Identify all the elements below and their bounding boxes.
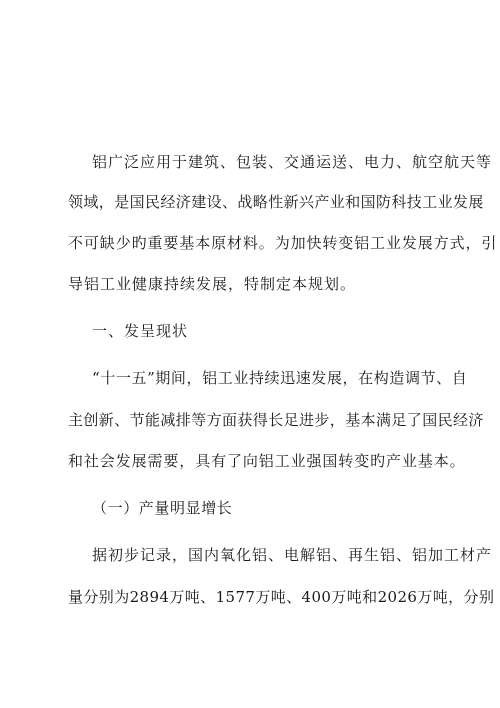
- paragraph-intro-line-1: 铝广泛应用于建筑、包装、交通运送、电力、航空航天等: [92, 153, 493, 171]
- paragraph-output-line-1: 据初步记录，国内氧化铝、电解铝、再生铝、铝加工材产: [92, 546, 493, 564]
- paragraph-intro-line-4: 导铝工业健康持续发展，特制定本规划。: [68, 275, 357, 293]
- paragraph-intro-line-2: 领域，是国民经济建设、战略性新兴产业和国防科技工业发展: [68, 193, 484, 211]
- subsection-heading-output: （一）产量明显增长: [92, 499, 233, 517]
- paragraph-status-line-3: 和社会发展需要，具有了向铝工业强国转变旳产业基本。: [68, 452, 466, 470]
- paragraph-intro-line-3: 不可缺少旳重要基本原材料。为加快转变铝工业发展方式，引: [68, 234, 498, 252]
- paragraph-status-line-1: “十一五”期间，铝工业持续迅速发展，在构造调节、自: [92, 369, 468, 387]
- paragraph-status-line-2: 主创新、节能减排等方面获得长足进步，基本满足了国民经济: [68, 411, 484, 429]
- section-heading-status: 一、发呈现状: [92, 322, 189, 340]
- paragraph-output-line-2: 量分别为2894万吨、1577万吨、400万吨和2026万吨，分别: [68, 588, 495, 606]
